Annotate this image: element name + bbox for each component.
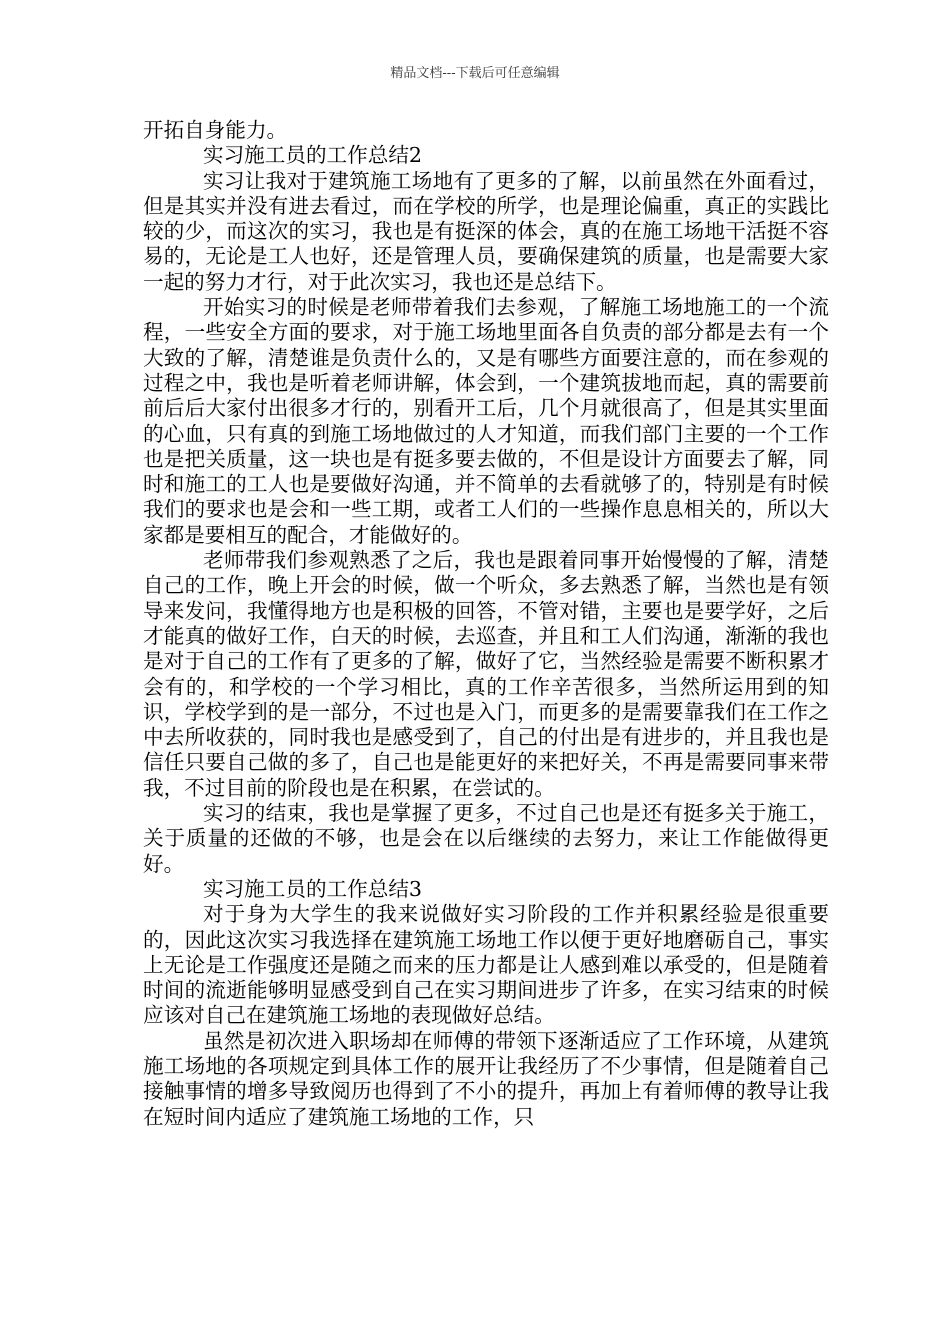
paragraph: 开始实习的时候是老师带着我们去参观，了解施工场地施工的一个流程，一些安全方面的要求，对于施工场地里面各自负责的部分都是去有一个大致的了解，清楚谁是负责什么的，又是有哪些方面要注意的，而在参观的过程之中，我也是听着老师讲解，体会到，一个建筑拔地而起，真的需要前前后后大家付出很多才行的，别看开工后，几个月就很高了，但是其实里面的心血，只有真的到施工场地做过的人才知道，而我们部门主要的一个工作也是把关质量，这一块也是有挺多要去做的，不但是设计方面要去了解，同时和施工的工人也是要做好沟通，并不简单的去看就够了的，特别是有时候我们的要求也是会和一些工期，或者工人们的一些操作息息相关的，所以大家都是要相互的配合，才能做好的。 — [143, 295, 829, 547]
paragraph: 虽然是初次进入职场却在师傅的带领下逐渐适应了工作环境，从建筑施工场地的各项规定到具体工作的展开让我经历了不少事情，但是随着自己接触事情的增多导致阅历也得到了不小的提升，再加上有着师傅的教导让我在短时间内适应了建筑施工场地的工作，只 — [143, 1028, 829, 1129]
paragraph: 实习的结束，我也是掌握了更多，不过自己也是还有挺多关于施工，关于质量的还做的不够，也是会在以后继续的去努力，来让工作能做得更好。 — [143, 801, 829, 876]
paragraph: 实习让我对于建筑施工场地有了更多的了解，以前虽然在外面看过，但是其实并没有进去看过，而在学校的所学，也是理论偏重，真正的实践比较的少，而这次的实习，我也是有挺深的体会，真的在施工场地干活挺不容易的，无论是工人也好，还是管理人员，要确保建筑的质量，也是需要大家一起的努力才行，对于此次实习，我也还是总结下。 — [143, 168, 829, 294]
section-heading-3: 实习施工员的工作总结3 — [203, 876, 423, 901]
section-heading-2: 实习施工员的工作总结2 — [203, 143, 423, 168]
document-body — [143, 118, 829, 1130]
paragraph: 老师带我们参观熟悉了之后，我也是跟着同事开始慢慢的了解，清楚自己的工作，晚上开会的时候，做一个听众，多去熟悉了解，当然也是有领导来发问，我懂得地方也是积极的回答，不管对错，主要也是要学好，之后才能真的做好工作，白天的时候，去巡查，并且和工人们沟通，渐渐的我也是对于自己的工作有了更多的了解，做好了它，当然经验是需要不断积累才会有的，和学校的一个学习相比，真的工作辛苦很多，当然所运用到的知识，学校学到的是一部分，不过也是入门，而更多的是需要靠我们在工作之中去所收获的，同时我也是感受到了，自己的付出是有进步的，并且我也是信任只要自己做的多了，自己也是能更好的来把好关，不再是需要同事来带我，不过目前的阶段也是在积累，在尝试的。 — [143, 548, 829, 800]
page-header: 精品文档---下载后可任意编辑 — [390, 66, 560, 81]
paragraph: 对于身为大学生的我来说做好实习阶段的工作并积累经验是很重要的，因此这次实习我选择在建筑施工场地工作以便于更好地磨砺自己，事实上无论是工作强度还是随之而来的压力都是让人感到难以承受的，但是随着时间的流逝能够明显感受到自己在实习期间进步了许多，在实习结束的时候应该对自己在建筑施工场地的表现做好总结。 — [143, 902, 829, 1028]
paragraph-continuation: 开拓自身能力。 — [143, 118, 288, 142]
